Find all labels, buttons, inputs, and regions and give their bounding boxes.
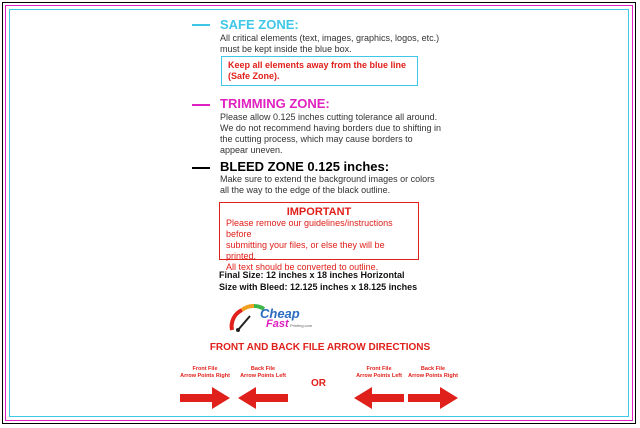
logo-word-printing: Printing.com xyxy=(290,323,313,328)
caption-line: Arrow Points Right xyxy=(408,373,458,379)
company-logo xyxy=(228,300,318,334)
bleed-zone-line: all the way to the edge of the black outline. xyxy=(220,185,391,195)
important-line: submitting your files, or else they will be printed. xyxy=(226,240,385,261)
arrow-left-icon xyxy=(354,387,404,409)
safe-zone-line: All critical elements (text, images, graphics, logos, etc.) xyxy=(220,33,440,43)
caption-line: Arrow Points Left xyxy=(356,373,402,379)
bleed-zone-title: BLEED ZONE 0.125 inches: xyxy=(220,159,390,174)
logo-word-fast: Fast xyxy=(266,318,289,330)
arrow-right-icon xyxy=(180,387,230,409)
bleed-zone-text xyxy=(220,174,435,196)
trimming-zone-line: appear uneven. xyxy=(220,145,283,155)
important-title: IMPORTANT xyxy=(286,206,352,218)
arrow-directions-title: FRONT AND BACK FILE ARROW DIRECTIONS xyxy=(209,342,431,353)
safe-zone-box-line: Keep all elements away from the blue line xyxy=(228,60,407,70)
trimming-zone-line: We do not recommend having borders due to shifting in xyxy=(220,123,441,133)
safe-zone-line: must be kept inside the blue box. xyxy=(220,44,352,54)
bleed-zone-legend-line xyxy=(192,167,210,169)
caption-line: Back File xyxy=(420,366,446,372)
important-line: Please remove our guidelines/instructions before xyxy=(226,218,393,239)
bleed-size: Size with Bleed: 12.125 inches x 18.125 inches xyxy=(219,282,418,292)
or-separator: OR xyxy=(311,378,326,389)
safe-zone-box xyxy=(221,56,418,86)
trimming-zone-line: the cutting process, which may cause borders to xyxy=(220,134,413,144)
safe-zone-title: SAFE ZONE: xyxy=(220,17,299,32)
final-size: Final Size: 12 inches x 18 inches Horizontal xyxy=(219,270,405,280)
group2-back-caption xyxy=(398,366,468,380)
trimming-zone-line: Please allow 0.125 inches cutting tolerance all around. xyxy=(220,112,438,122)
caption-line: Arrow Points Left xyxy=(240,373,286,379)
safe-zone-text xyxy=(220,33,439,55)
important-line: All text should be converted to outline. xyxy=(226,262,379,272)
bleed-zone-line: Make sure to extend the background images or colors xyxy=(220,174,435,184)
trimming-zone-text xyxy=(220,112,441,156)
trimming-zone-title: TRIMMING ZONE: xyxy=(220,96,330,111)
important-box xyxy=(219,202,419,272)
logo-word-cheap: Cheap xyxy=(260,306,300,321)
arrow-left-icon xyxy=(238,387,288,409)
caption-line: Arrow Points Right xyxy=(180,373,230,379)
group1-back-caption xyxy=(228,366,298,380)
arrow-right-icon xyxy=(408,387,458,409)
safe-zone-legend-line xyxy=(192,24,210,26)
safe-zone-box-line: (Safe Zone). xyxy=(228,71,280,81)
caption-line: Front File xyxy=(192,366,218,372)
caption-line: Back File xyxy=(250,366,276,372)
trimming-zone-legend-line xyxy=(192,104,210,106)
caption-line: Front File xyxy=(366,366,392,372)
